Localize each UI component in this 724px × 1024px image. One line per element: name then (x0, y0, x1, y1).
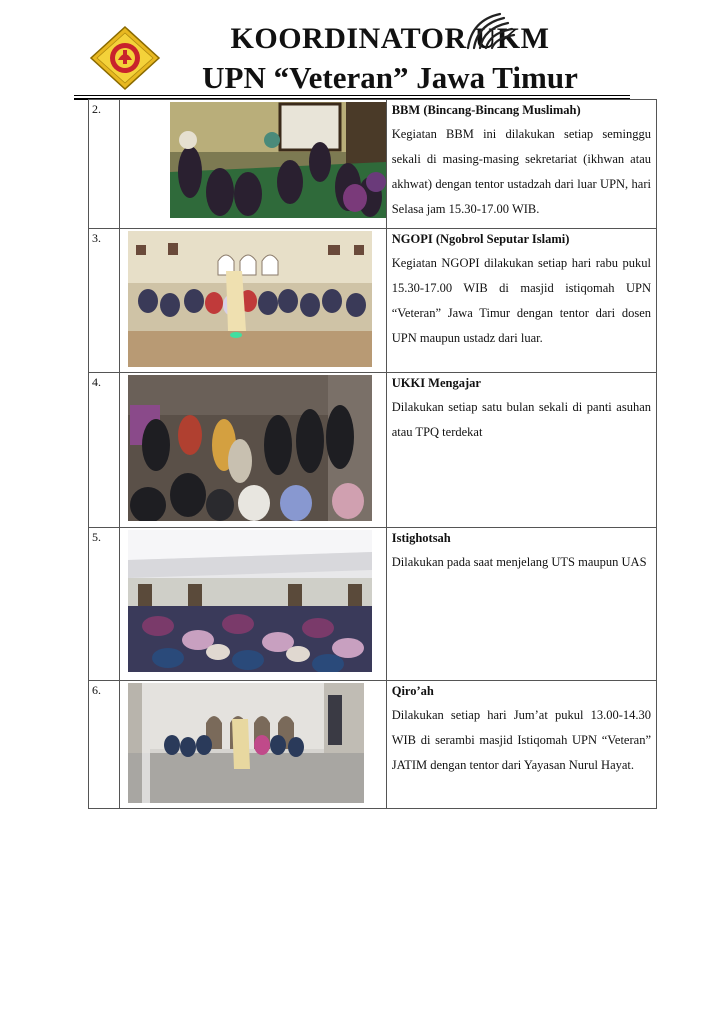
activity-description: Dilakukan setiap hari Jum’at pukul 13.00-14.30 WIB di serambi masjid Istiqomah UPN “Veteran” JATIM dengan tentor dari Yayasan Nurul Hayat. (391, 708, 651, 772)
activity-description: Kegiatan BBM ini dilakukan setiap seminggu sekali di masing-masing sekretariat (ikhwan atau akhwat) dengan tentor ustadzah dari luar UPN, hari Selasa jam 15.30-17.00 WIB. (391, 127, 651, 216)
photo-cell (119, 528, 386, 681)
activity-title: Qiro’ah (391, 684, 434, 698)
row-number: 2. (89, 100, 120, 229)
photo-mosque-porch-reading-icon (128, 683, 364, 803)
activity-description: Dilakukan pada saat menjelang UTS maupun UAS (391, 555, 647, 569)
photo-cell (119, 681, 386, 809)
header-rule-thin (74, 95, 630, 96)
table-row (89, 373, 657, 528)
table-row (89, 681, 657, 809)
activity-title: BBM (Bincang-Bincang Muslimah) (391, 103, 581, 117)
activity-title: NGOPI (Ngobrol Seputar Islami) (391, 232, 570, 246)
header-title-line2: UPN “Veteran” Jawa Timur (202, 60, 578, 95)
activity-title: UKKI Mengajar (391, 376, 481, 390)
photo-women-study-circle-icon (170, 102, 386, 218)
photo-children-teaching-icon (128, 375, 372, 521)
activity-title: Istighotsah (391, 531, 451, 545)
row-number: 3. (89, 229, 120, 373)
activity-description: Dilakukan setiap satu bulan sekali di panti asuhan atau TPQ terdekat (391, 400, 651, 439)
row-number: 5. (89, 528, 120, 681)
upn-logo-icon (89, 26, 161, 90)
photo-cell (119, 373, 386, 528)
description-cell (386, 229, 656, 373)
description-cell (386, 681, 656, 809)
row-number: 4. (89, 373, 120, 528)
description-cell (386, 528, 656, 681)
description-cell (386, 373, 656, 528)
table-row (89, 528, 657, 681)
row-number: 6. (89, 681, 120, 809)
activity-table (88, 99, 657, 809)
header-title-line1: KOORDINATOR UKM (230, 22, 550, 55)
activity-description: Kegiatan NGOPI dilakukan setiap hari rabu pukul 15.30-17.00 WIB di masjid istiqomah UPN “Veteran” Jawa Timur dengan tentor dari dosen UPN maupun ustadz dari luar. (391, 256, 651, 345)
photo-cell (119, 229, 386, 373)
table-row (89, 100, 657, 229)
description-cell (386, 100, 656, 229)
photo-congregation-prayer-icon (128, 530, 372, 672)
swirl-emblem-icon (460, 8, 518, 52)
photo-cell (119, 100, 386, 229)
photo-mosque-gathering-icon (128, 231, 372, 367)
table-row (89, 229, 657, 373)
